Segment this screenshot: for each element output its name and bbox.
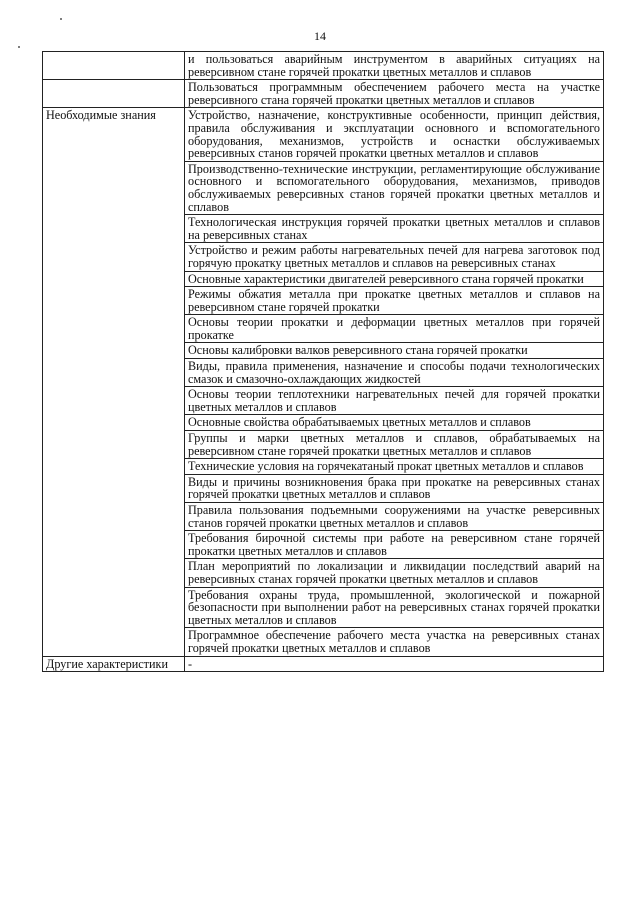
knowledge-item: Технические условия на горячекатаный прокат цветных металлов и сплавов — [185, 459, 604, 475]
scan-speck — [60, 18, 62, 20]
knowledge-item: Группы и марки цветных металлов и сплавов, обрабатываемых на реверсивном стане горячей прокатки цветных металлов и сплавов — [185, 431, 604, 459]
skill-cell: Пользоваться программным обеспечением рабочего места на участке реверсивного стана горячей прокатки цветных металлов и сплавов — [185, 80, 604, 108]
table-row — [43, 656, 604, 672]
knowledge-item: Основы калибровки валков реверсивного стана горячей прокатки — [185, 343, 604, 359]
knowledge-item: Технологическая инструкция горячей прокатки цветных металлов и сплавов на реверсивных станах — [185, 215, 604, 243]
knowledge-item: Основы теории прокатки и деформации цветных металлов при горячей прокатке — [185, 315, 604, 343]
empty-label-cell — [43, 52, 185, 80]
knowledge-item: Режимы обжатия металла при прокатке цветных металлов и сплавов на реверсивном стане горячей прокатки — [185, 287, 604, 315]
knowledge-item: Правила пользования подъемными сооружениями на участке реверсивных станов горячей прокатки цветных металлов и сплавов — [185, 503, 604, 531]
knowledge-item: Виды и причины возникновения брака при прокатке на реверсивных станах горячей прокатки цветных металлов и сплавов — [185, 474, 604, 502]
knowledge-item: Требования бирочной системы при работе на реверсивном стане горячей прокатки цветных металлов и сплавов — [185, 531, 604, 559]
other-label: Другие характеристики — [43, 656, 185, 672]
page-number: 14 — [314, 29, 326, 43]
table-row — [43, 80, 604, 108]
competency-table — [42, 51, 604, 672]
knowledge-label: Необходимые знания — [43, 108, 185, 656]
knowledge-item: Устройство, назначение, конструктивные особенности, принцип действия, правила обслуживания и эксплуатации основного и вспомогательного оборудования, механизмов, устройств и оснастки обслуживаемых реверсивных станов горячей прокатки цветных металлов и сплавов — [185, 108, 604, 161]
empty-label-cell — [43, 80, 185, 108]
knowledge-item: Устройство и режим работы нагревательных печей для нагрева заготовок под горячую прокатку цветных металлов и сплавов на реверсивных станах — [185, 243, 604, 271]
knowledge-item: Программное обеспечение рабочего места участка на реверсивных станах горячей прокатки цветных металлов и сплавов — [185, 628, 604, 656]
knowledge-item: Основные характеристики двигателей реверсивного стана горячей прокатки — [185, 271, 604, 287]
skill-cell: и пользоваться аварийным инструментом в аварийных ситуациях на реверсивном стане горячей прокатки цветных металлов и сплавов — [185, 52, 604, 80]
table-row — [43, 108, 604, 161]
knowledge-item: План мероприятий по локализации и ликвидации последствий аварий на реверсивных станах горячей прокатки цветных металлов и сплавов — [185, 559, 604, 587]
knowledge-item: Производственно-технические инструкции, регламентирующие обслуживание основного и вспомогательного оборудования, механизмов, приводов обслуживаемых реверсивных станов горячей прокатки цветных металлов и сплавов — [185, 161, 604, 214]
scan-speck — [18, 46, 20, 48]
other-value: - — [185, 656, 604, 672]
knowledge-item: Виды, правила применения, назначение и способы подачи технологических смазок и смазочно-охлаждающих жидкостей — [185, 359, 604, 387]
knowledge-item: Основы теории теплотехники нагревательных печей для горячей прокатки цветных металлов и сплавов — [185, 387, 604, 415]
knowledge-item: Требования охраны труда, промышленной, экологической и пожарной безопасности при выполнении работ на реверсивных станах горячей прокатки цветных металлов и сплавов — [185, 587, 604, 628]
knowledge-item: Основные свойства обрабатываемых цветных металлов и сплавов — [185, 415, 604, 431]
table-row — [43, 52, 604, 80]
